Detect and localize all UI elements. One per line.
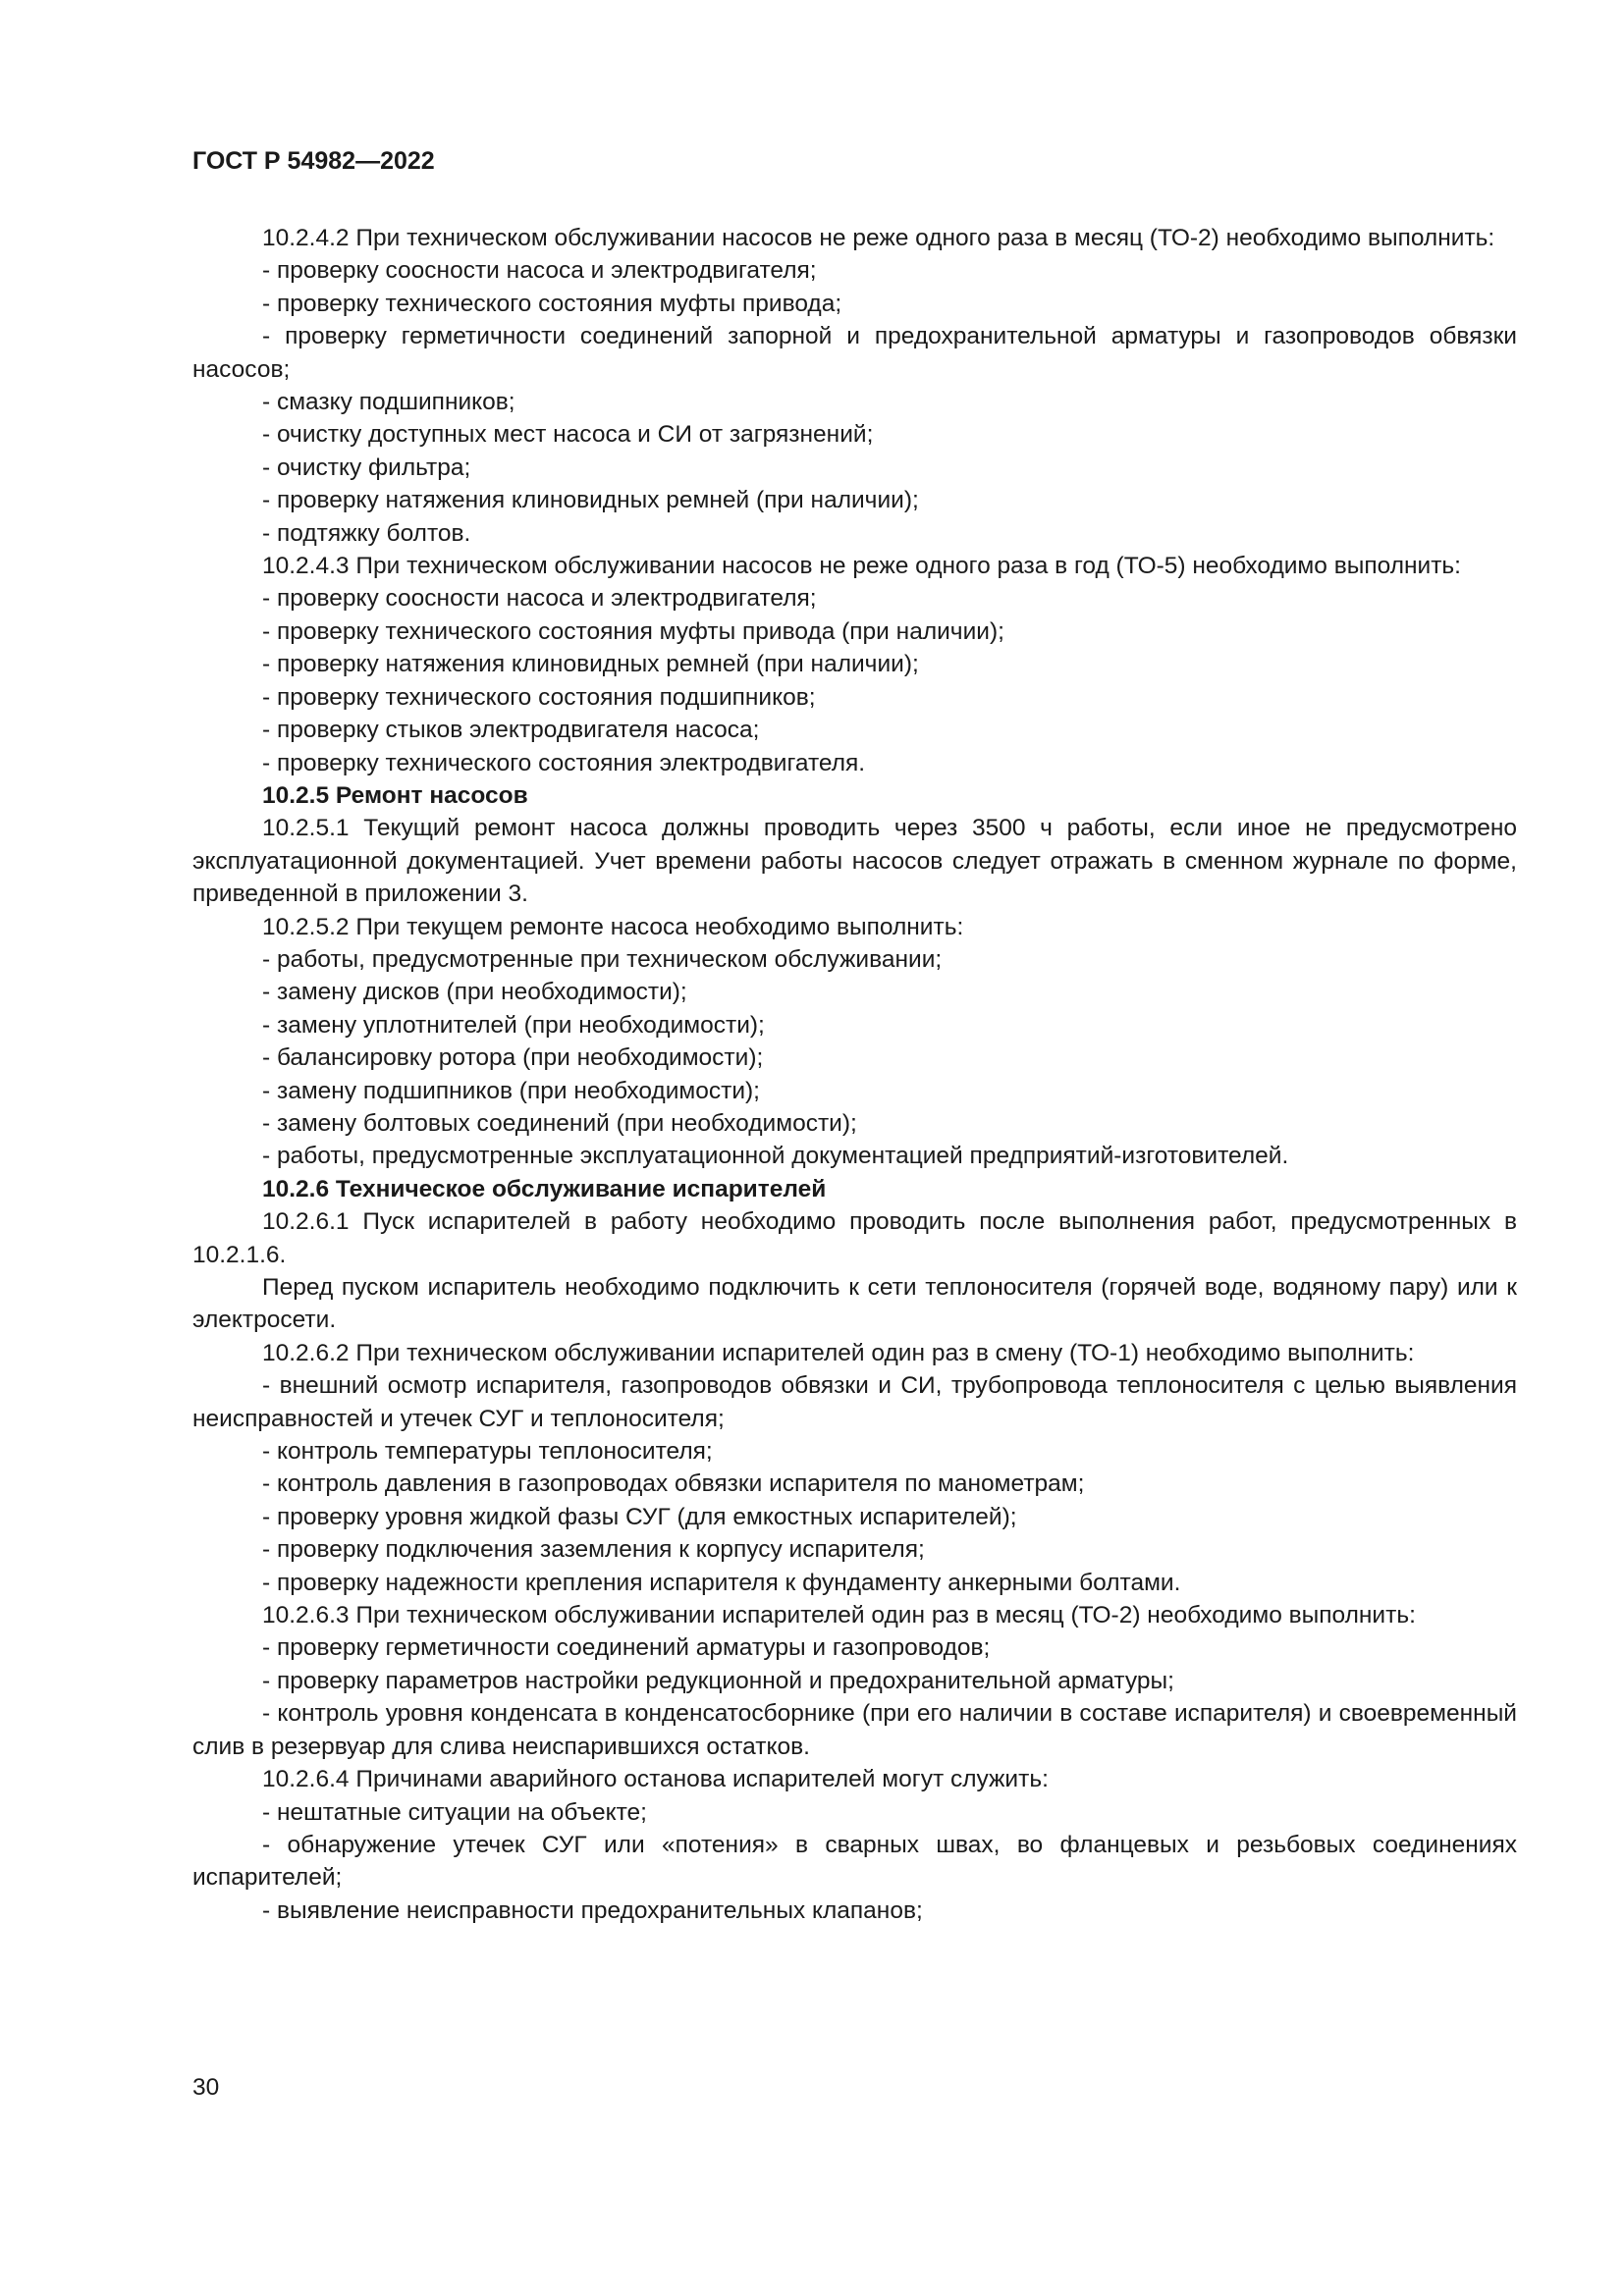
section-heading: 10.2.5 Ремонт насосов xyxy=(262,781,528,809)
list-item: - выявление неисправности предохранительных клапанов; xyxy=(262,1896,923,1924)
section-heading: 10.2.6 Техническое обслуживание испарителей xyxy=(262,1175,827,1202)
list-item: - контроль давления в газопроводах обвязки испарителя по манометрам; xyxy=(262,1470,1085,1498)
list-item: - внешний осмотр испарителя, газопроводов обвязки и СИ, трубопровода теплоносителя с целью выявления неисправностей и утечек СУГ и теплоносителя; xyxy=(192,1372,1517,1432)
list-item: - балансировку ротора (при необходимости); xyxy=(262,1044,764,1072)
paragraph: 10.2.4.2 При техническом обслуживании насосов не реже одного раза в месяц (ТО-2) необходимо выполнить: xyxy=(262,225,1495,251)
list-item: - работы, предусмотренные при техническом обслуживании; xyxy=(262,945,943,973)
list-item: - очистку фильтра; xyxy=(262,454,471,481)
paragraph: Перед пуском испаритель необходимо подключить к сети теплоносителя (горячей воде, водяному пару) или к электросети. xyxy=(192,1274,1517,1334)
list-item: - контроль уровня конденсата в конденсатосборнике (при его наличии в составе испарителя) и своевременный слив в резервуар для слива неиспарившихся остатков. xyxy=(192,1700,1517,1760)
list-item: - нештатные ситуации на объекте; xyxy=(262,1798,647,1826)
paragraph: 10.2.6.3 При техническом обслуживании испарителей один раз в месяц (ТО-2) необходимо выполнить: xyxy=(262,1602,1416,1629)
list-item: - проверку натяжения клиновидных ремней (при наличии); xyxy=(262,487,919,514)
list-item: - замену уплотнителей (при необходимости); xyxy=(262,1011,765,1039)
list-item: - проверку технического состояния подшипников; xyxy=(262,683,816,711)
paragraph: 10.2.6.2 При техническом обслуживании испарителей один раз в смену (ТО-1) необходимо выполнить: xyxy=(262,1339,1415,1366)
list-item: - замену болтовых соединений (при необходимости); xyxy=(262,1109,857,1137)
list-item: - проверку технического состояния электродвигателя. xyxy=(262,749,866,776)
list-item: - замену дисков (при необходимости); xyxy=(262,979,687,1006)
paragraph: 10.2.5.1 Текущий ремонт насоса должны проводить через 3500 ч работы, если иное не предусмотрено эксплуатационной документацией. Учет времени работы насосов следует отражать в сменном журнале по форме, приведенной в приложении 3. xyxy=(192,815,1517,908)
list-item: - проверку соосности насоса и электродвигателя; xyxy=(262,257,817,285)
paragraph: 10.2.5.2 При текущем ремонте насоса необходимо выполнить: xyxy=(262,913,964,940)
list-item: - проверку герметичности соединений запорной и предохранительной арматуры и газопроводов обвязки насосов; xyxy=(192,323,1517,383)
list-item: - проверку подключения заземления к корпусу испарителя; xyxy=(262,1536,925,1564)
list-item: - очистку доступных мест насоса и СИ от загрязнений; xyxy=(262,421,874,449)
list-item: - проверку технического состояния муфты привода (при наличии); xyxy=(262,617,1004,645)
list-item: - проверку соосности насоса и электродвигателя; xyxy=(262,585,817,613)
list-item: - проверку натяжения клиновидных ремней (при наличии); xyxy=(262,651,919,678)
list-item: - подтяжку болтов. xyxy=(262,519,471,547)
list-item: - проверку технического состояния муфты привода; xyxy=(262,290,842,317)
list-item: - проверку стыков электродвигателя насоса; xyxy=(262,717,760,744)
list-item: - проверку надежности крепления испарителя к фундаменту анкерными болтами. xyxy=(262,1569,1181,1596)
document-header: ГОСТ Р 54982—2022 xyxy=(192,147,435,175)
document-body xyxy=(192,222,1517,1927)
list-item: - проверку герметичности соединений арматуры и газопроводов; xyxy=(262,1634,991,1662)
paragraph: 10.2.6.4 Причинами аварийного останова испарителей могут служить: xyxy=(262,1766,1049,1793)
list-item: - обнаружение утечек СУГ или «потения» в сварных швах, во фланцевых и резьбовых соединениях испарителей; xyxy=(192,1831,1517,1892)
list-item: - замену подшипников (при необходимости); xyxy=(262,1077,760,1104)
list-item: - проверку уровня жидкой фазы СУГ (для емкостных испарителей); xyxy=(262,1503,1017,1530)
list-item: - смазку подшипников; xyxy=(262,389,515,416)
page-number: 30 xyxy=(192,2074,220,2101)
list-item: - работы, предусмотренные эксплуатационной документацией предприятий-изготовителей. xyxy=(262,1143,1289,1170)
paragraph: 10.2.4.3 При техническом обслуживании насосов не реже одного раза в год (ТО-5) необходимо выполнить: xyxy=(262,553,1461,580)
list-item: - контроль температуры теплоносителя; xyxy=(262,1438,713,1466)
list-item: - проверку параметров настройки редукционной и предохранительной арматуры; xyxy=(262,1667,1174,1694)
paragraph: 10.2.6.1 Пуск испарителей в работу необходимо проводить после выполнения работ, предусмотренных в 10.2.1.6. xyxy=(192,1208,1517,1268)
